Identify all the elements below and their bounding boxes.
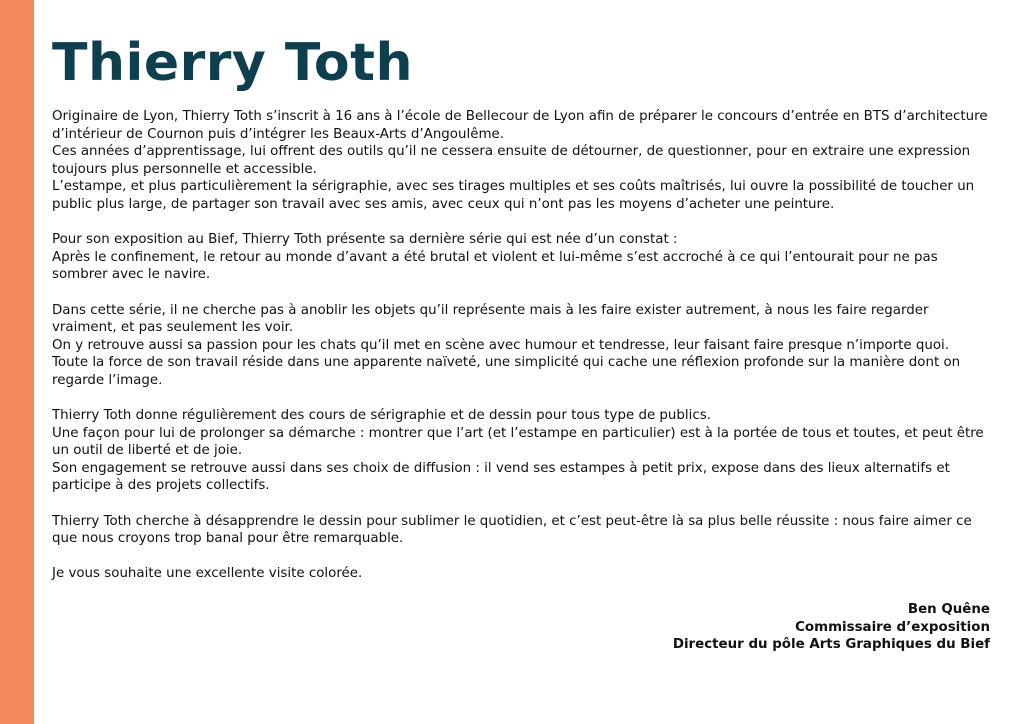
paragraph-line: Pour son exposition au Bief, Thierry Toth présente sa dernière série qui est née d’un constat : [52,232,678,248]
paragraph-6 [52,565,992,583]
paragraph-line: Dans cette série, il ne cherche pas à anoblir les objets qu’il représente mais à les faire exister autrement, à nous les faire regarder vraiment, et pas seulement les voir. [52,302,929,336]
paragraph-4 [52,407,992,495]
paragraph-1 [52,108,992,214]
paragraph-2 [52,231,992,284]
paragraph-line: Son engagement se retrouve aussi dans ses choix de diffusion : il vend ses estampes à petit prix, expose dans des lieux alternatifs et participe à des projets collectifs. [52,460,950,494]
page-title: Thierry Toth [52,33,414,93]
paragraph-line: Toute la force de son travail réside dans une apparente naïveté, une simplicité qui cache une réflexion profonde sur la manière dont on regarde l’image. [52,355,961,388]
paragraph-line: L’estampe, et plus particulièrement la sérigraphie, avec ses tirages multiples et ses coûts maîtrisés, lui ouvre la possibilité de toucher un public plus large, de partager son travail avec ses amis, avec ceux qui n’ont pas les moyens d’acheter une peinture. [52,179,975,212]
paragraph-spacer [52,214,992,232]
document-body [52,28,992,583]
paragraph-5 [52,513,992,548]
paragraph-spacer [52,390,992,408]
paragraph-spacer [52,548,992,566]
paragraph-line: Après le confinement, le retour au monde d’avant a été brutal et violent et lui-même s’est accroché à ce qui l’entourait pour ne pas sombrer avec le navire. [52,249,938,283]
paragraph-line: Ces années d’apprentissage, lui offrent des outils qu’il ne cessera ensuite de détourner, de questionner, pour en extraire une expression toujours plus personnelle et accessible. [52,144,971,177]
signature-position: Directeur du pôle Arts Graphiques du Bief [672,637,990,653]
paragraph-3 [52,302,992,390]
signature-name: Ben Quêne [907,602,990,617]
paragraph-spacer [52,284,992,302]
paragraph-line: On y retrouve aussi sa passion pour les chats qu’il met en scène avec humour et tendresse, leur faisant faire presque n’importe quoi. [52,337,949,353]
paragraph-line: Thierry Toth cherche à désapprendre le dessin pour sublimer le quotidien, et c’est peut-être là sa plus belle réussite : nous faire aimer ce que nous croyons trop banal pour être remarquable. [52,513,972,547]
signature-block [673,601,990,654]
signature-role: Commissaire d’exposition [795,619,990,635]
paragraph-line: Originaire de Lyon, Thierry Toth s’inscrit à 16 ans à l’école de Bellecour de Lyon afin de préparer le concours d’entrée en BTS d’architecture d’intérieur de Cournon puis d’intégrer les Beaux-Arts d’Angoulême. [52,109,988,142]
paragraph-line: Je vous souhaite une excellente visite colorée. [52,566,363,582]
paragraph-spacer [52,495,992,513]
paragraph-line: Une façon pour lui de prolonger sa démarche : montrer que l’art (et l’estampe en particulier) est à la portée de tous et toutes, et peut être un outil de liberté et de joie. [52,425,984,459]
side-accent-band [0,0,34,724]
paragraph-line: Thierry Toth donne régulièrement des cours de sérigraphie et de dessin pour tous type de publics. [52,408,711,424]
